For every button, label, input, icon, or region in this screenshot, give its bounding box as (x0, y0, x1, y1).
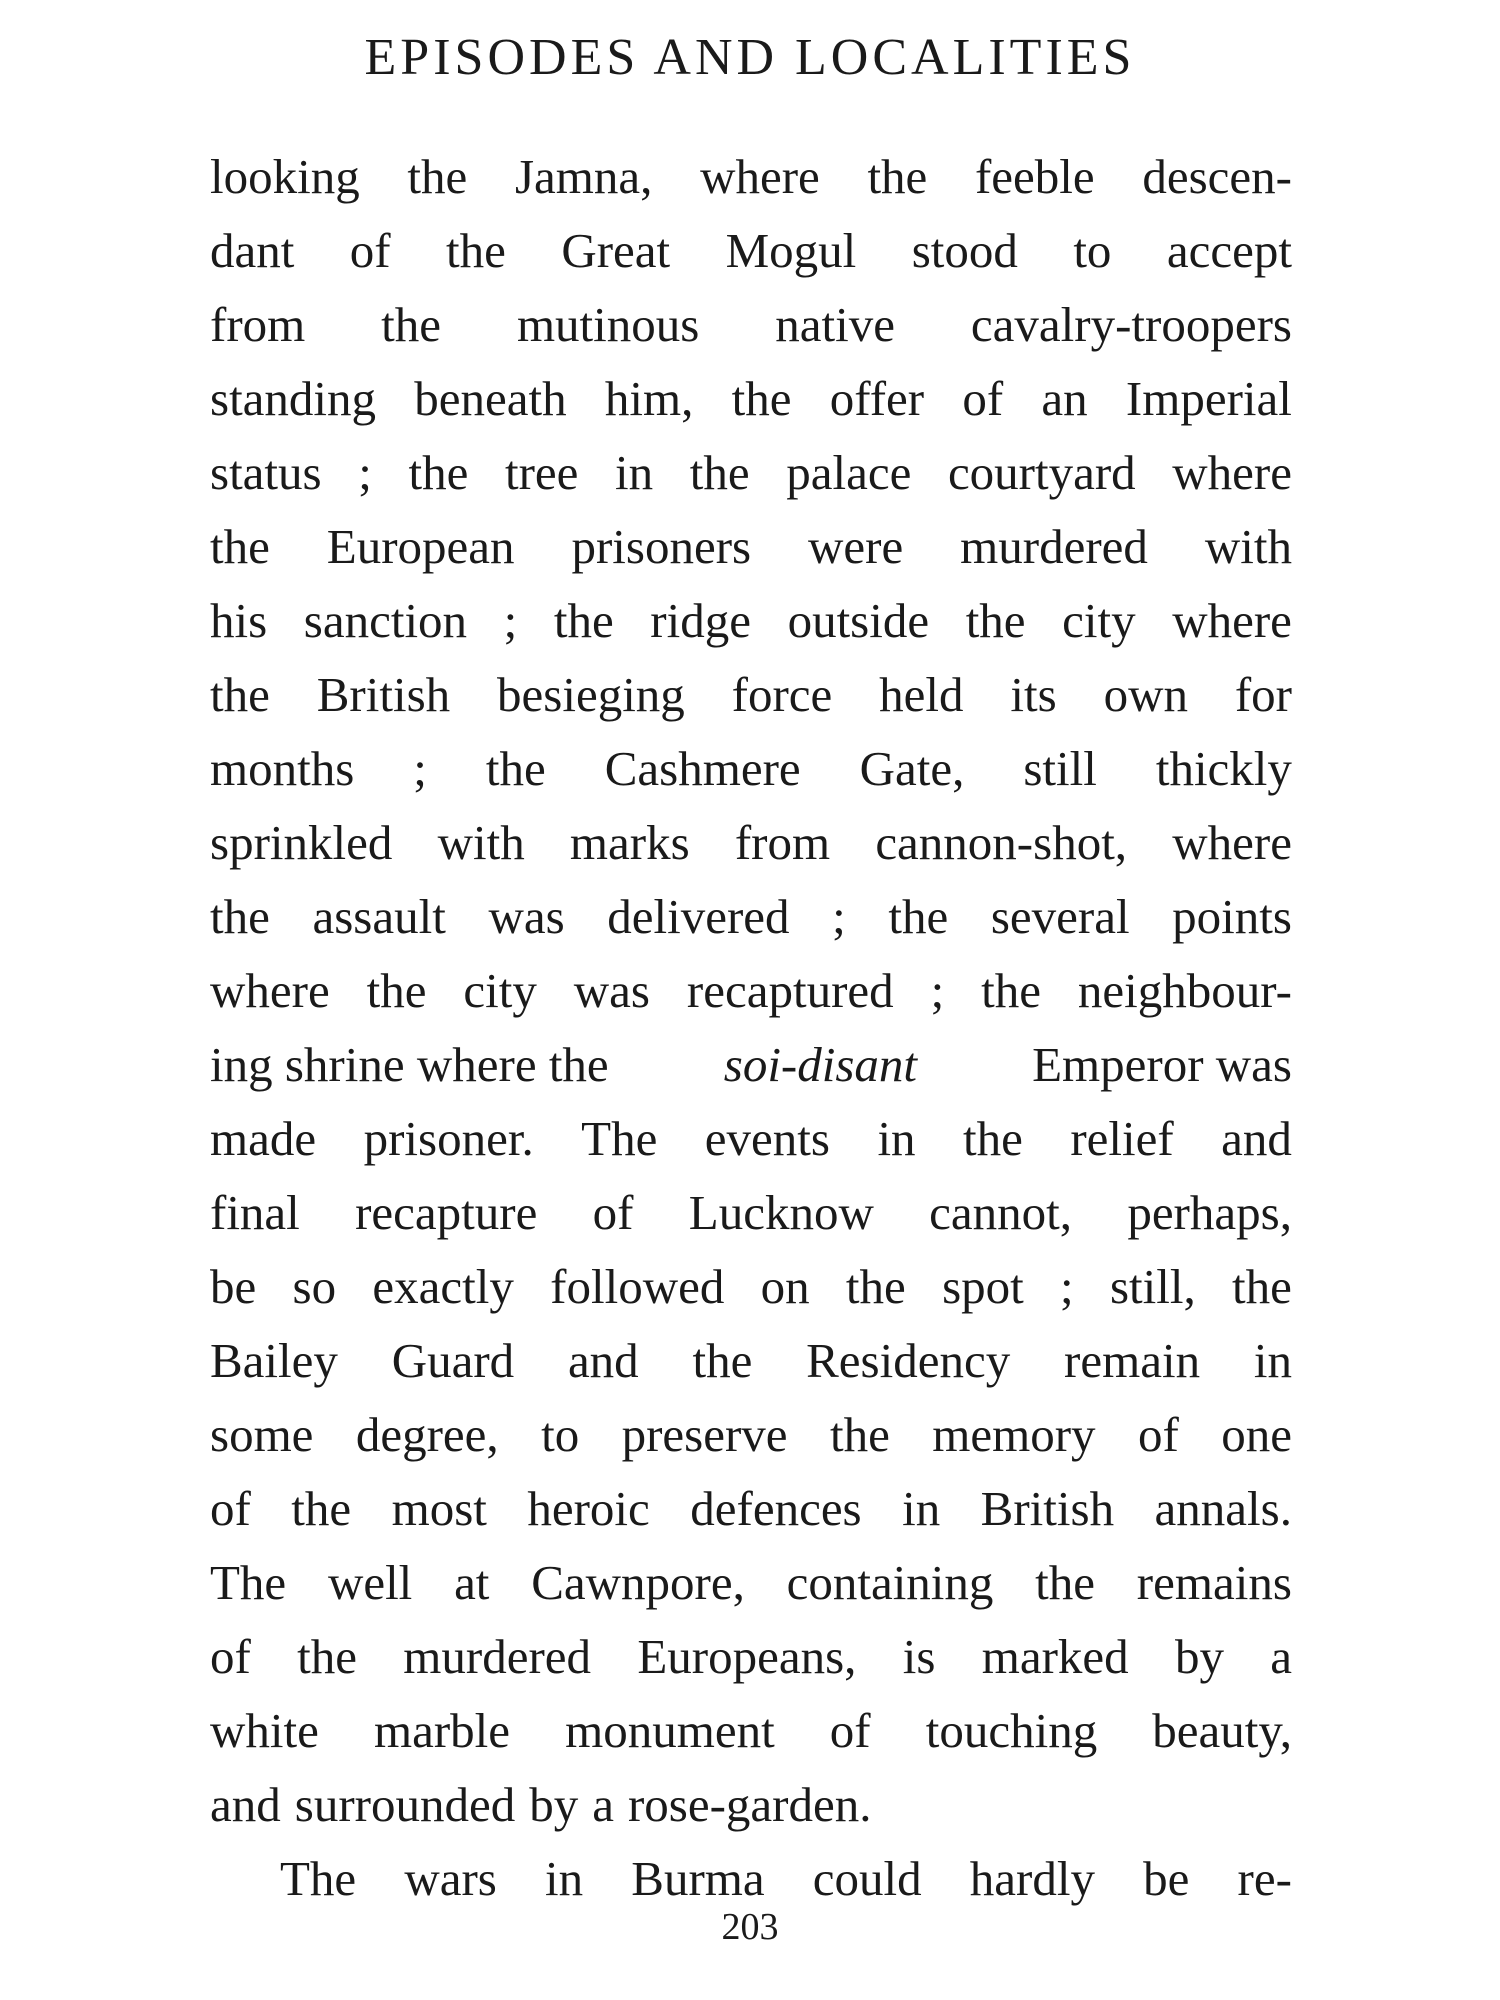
word: held (879, 667, 964, 722)
word: the (408, 445, 469, 500)
word: mutinous (516, 297, 700, 352)
word: marble (373, 1703, 511, 1758)
word: events (704, 1111, 830, 1166)
text-line (210, 1620, 1292, 1694)
text-line (210, 880, 1292, 954)
word: where (1172, 815, 1292, 870)
text-line (210, 436, 1292, 510)
word: of (1137, 1407, 1179, 1462)
word: the (381, 297, 442, 352)
word: accept (1166, 223, 1292, 278)
word: the (689, 445, 750, 500)
word: the (366, 963, 427, 1018)
word: several (990, 889, 1130, 944)
word: murdered (403, 1629, 592, 1684)
word: ; (832, 889, 846, 944)
word: status (210, 445, 322, 500)
word: Gate, (859, 741, 965, 796)
word: be (210, 1259, 257, 1314)
word: Guard (391, 1333, 515, 1388)
word: remain (1064, 1333, 1201, 1388)
word: where (1172, 593, 1292, 648)
word: made (210, 1111, 317, 1166)
word: own (1103, 667, 1188, 722)
word: palace (786, 445, 912, 500)
word: from (734, 815, 831, 870)
word: some (210, 1407, 314, 1462)
word: The (280, 1851, 357, 1906)
word: a (592, 1777, 614, 1832)
word: most (391, 1481, 487, 1536)
word: degree, (355, 1407, 499, 1462)
word: preserve (621, 1407, 788, 1462)
word: ; (358, 445, 372, 500)
word: the (965, 593, 1026, 648)
word: the (407, 149, 468, 204)
word: cannon-shot, (875, 815, 1128, 870)
word: months (210, 741, 355, 796)
word: Cashmere (604, 741, 801, 796)
word: thickly (1155, 741, 1292, 796)
word: could (812, 1851, 922, 1906)
word: where (700, 149, 820, 204)
word: Bailey (210, 1333, 338, 1388)
body-text (210, 140, 1292, 1916)
word: prisoner. (363, 1111, 534, 1166)
word: the (981, 963, 1041, 1018)
word: the (1035, 1555, 1096, 1610)
word: recapture (355, 1185, 538, 1240)
word: beneath (414, 371, 567, 426)
word: city (1062, 593, 1136, 648)
word: were (808, 519, 904, 574)
word: feeble (974, 149, 1095, 204)
word: outside (787, 593, 930, 648)
word: white (210, 1703, 319, 1758)
word: cannot, (929, 1185, 1073, 1240)
text-line (210, 1546, 1292, 1620)
word: the (845, 1259, 906, 1314)
word: him, (604, 371, 694, 426)
word: wars (404, 1851, 497, 1906)
word: a (1270, 1629, 1292, 1684)
word: with (1204, 519, 1292, 574)
word: ridge (650, 593, 751, 648)
word: the (210, 889, 270, 944)
word: ; (930, 963, 945, 1018)
word: containing (786, 1555, 994, 1610)
word: the (829, 1407, 890, 1462)
word: by (1174, 1629, 1224, 1684)
word: on (760, 1259, 810, 1314)
word: well (327, 1555, 413, 1610)
word: re- (1237, 1851, 1292, 1906)
word: the (888, 889, 949, 944)
word: the (692, 1333, 753, 1388)
word: Great (561, 223, 671, 278)
word: an (1041, 371, 1088, 426)
word: Europeans, (637, 1629, 857, 1684)
word: murdered (960, 519, 1148, 574)
word: the (963, 1111, 1023, 1166)
word: of (210, 1629, 251, 1684)
word: the (553, 593, 614, 648)
word: still, (1109, 1259, 1196, 1314)
word: recaptured (686, 963, 894, 1018)
word: in (902, 1481, 941, 1536)
word: the (485, 741, 546, 796)
word: Lucknow (688, 1185, 874, 1240)
word: sanction (303, 593, 468, 648)
word: Jamna, (514, 149, 653, 204)
word: ; (1060, 1259, 1074, 1314)
text-line-paragraph-end (210, 1768, 1292, 1842)
word: remains (1136, 1555, 1292, 1610)
text-line (210, 1472, 1292, 1546)
word: European (326, 519, 515, 574)
word: perhaps, (1127, 1185, 1292, 1240)
word: of (349, 223, 391, 278)
text-line (210, 658, 1292, 732)
word: sprinkled (210, 815, 393, 870)
word: Cawnpore, (531, 1555, 745, 1610)
text-line (210, 584, 1292, 658)
word: city (463, 963, 537, 1018)
text-line-italic (210, 1028, 1292, 1102)
word: where (1172, 445, 1292, 500)
word: be (1143, 1851, 1190, 1906)
word: and (210, 1777, 281, 1832)
word: marks (569, 815, 690, 870)
word: from (210, 297, 306, 352)
word: memory (932, 1407, 1096, 1462)
word: defences (690, 1481, 862, 1536)
running-head: EPISODES AND LOCALITIES (364, 29, 1136, 86)
word: Mogul (725, 223, 857, 278)
word: British (980, 1481, 1115, 1536)
word: of (210, 1481, 251, 1536)
word: the (446, 223, 506, 278)
text-line (210, 1102, 1292, 1176)
word: The (581, 1111, 658, 1166)
word: British (316, 667, 451, 722)
word: ; (413, 741, 427, 796)
word: in (615, 445, 654, 500)
word: exactly (372, 1259, 514, 1314)
word: beauty, (1152, 1703, 1292, 1758)
word: its (1010, 667, 1057, 722)
word: points (1172, 889, 1292, 944)
word: the (291, 1481, 352, 1536)
word: heroic (527, 1481, 650, 1536)
word: ; (503, 593, 518, 648)
word: the (731, 371, 792, 426)
word: cavalry-troopers (970, 297, 1292, 352)
word: to (541, 1407, 580, 1462)
text-line (210, 288, 1292, 362)
word: the (210, 667, 270, 722)
word: by (529, 1777, 579, 1832)
word: of (962, 371, 1004, 426)
word: hardly (969, 1851, 1095, 1906)
word: touching (925, 1703, 1098, 1758)
italic-phrase: soi-disant (723, 1037, 918, 1092)
text-line (210, 732, 1292, 806)
line-segment: Emperor was (1032, 1037, 1292, 1092)
word: delivered (607, 889, 790, 944)
word: Residency (806, 1333, 1011, 1388)
text-line (210, 1398, 1292, 1472)
word: the (867, 149, 928, 204)
word: descen- (1142, 149, 1292, 204)
text-line (210, 1324, 1292, 1398)
word: in (1253, 1333, 1292, 1388)
word: still (1023, 741, 1097, 796)
word: the (210, 519, 270, 574)
word: in (877, 1111, 916, 1166)
word: marked (981, 1629, 1129, 1684)
word: and (567, 1333, 639, 1388)
word: neighbour- (1077, 963, 1292, 1018)
word: surrounded (294, 1777, 516, 1832)
word: one (1221, 1407, 1292, 1462)
word: his (210, 593, 268, 648)
text-line (210, 510, 1292, 584)
text-line (210, 954, 1292, 1028)
word: courtyard (947, 445, 1136, 500)
word: the (1232, 1259, 1292, 1314)
word: offer (829, 371, 925, 426)
word: force (731, 667, 833, 722)
word: relief (1070, 1111, 1174, 1166)
word: at (454, 1555, 490, 1610)
word: dant (210, 223, 295, 278)
word: for (1234, 667, 1292, 722)
text-line (210, 140, 1292, 214)
word: so (292, 1259, 337, 1314)
page-number: 203 (721, 1906, 779, 1948)
word: looking (210, 149, 360, 204)
text-line (210, 362, 1292, 436)
word: monument (565, 1703, 775, 1758)
word: was (488, 889, 565, 944)
text-line (210, 1250, 1292, 1324)
word: is (902, 1629, 936, 1684)
word: native (775, 297, 895, 352)
word: besieging (497, 667, 685, 722)
text-line (210, 1694, 1292, 1768)
text-line (210, 1176, 1292, 1250)
word: Burma (631, 1851, 765, 1906)
word: final (210, 1185, 300, 1240)
word: and (1221, 1111, 1292, 1166)
line-segment: ing shrine where the (210, 1037, 609, 1092)
word: The (210, 1555, 287, 1610)
word: where (210, 963, 330, 1018)
word: spot (942, 1259, 1024, 1314)
word: prisoners (571, 519, 752, 574)
word: was (573, 963, 650, 1018)
word: the (297, 1629, 357, 1684)
word: with (437, 815, 525, 870)
word: rose-garden. (627, 1777, 872, 1832)
text-line (210, 214, 1292, 288)
word: of (829, 1703, 871, 1758)
word: of (592, 1185, 634, 1240)
word: in (545, 1851, 584, 1906)
word: tree (504, 445, 579, 500)
word: to (1073, 223, 1112, 278)
word: annals. (1154, 1481, 1292, 1536)
word: followed (550, 1259, 725, 1314)
word: Imperial (1125, 371, 1292, 426)
text-line (210, 806, 1292, 880)
word: stood (911, 223, 1018, 278)
word: assault (312, 889, 446, 944)
word: standing (210, 371, 377, 426)
